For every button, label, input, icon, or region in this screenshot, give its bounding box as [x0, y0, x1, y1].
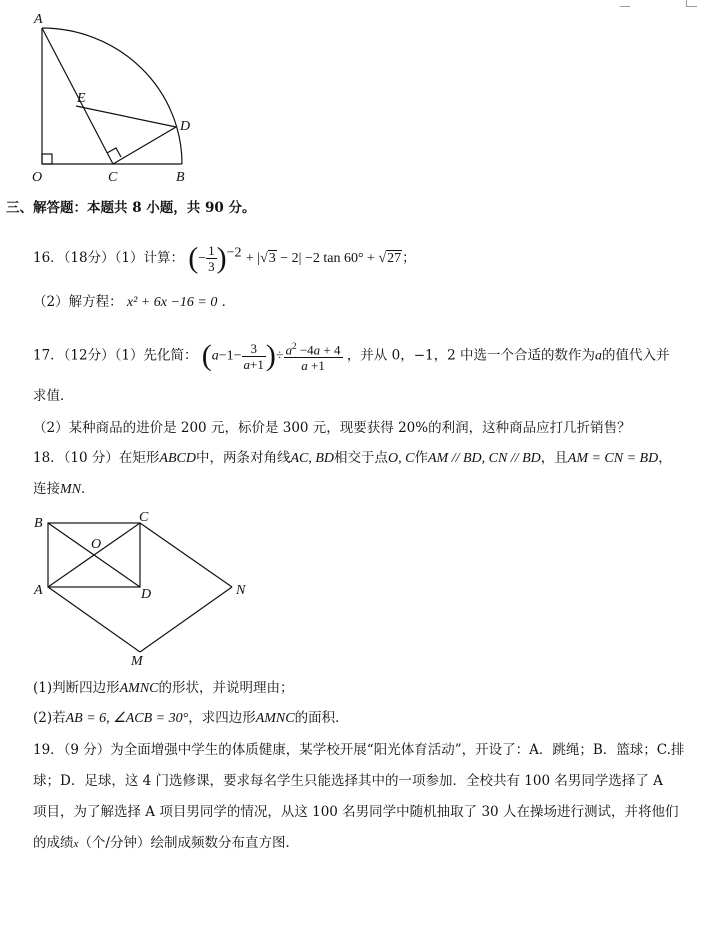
label-n: N [236, 583, 246, 598]
q18-part1: (1)判断四边形AMNC的形状，并说明理由； [33, 680, 294, 696]
q16-line1: 16．（18分）（1）计算： (− $\frac{1}{3}$ )$^{-2}$ + |√3 − 2| −2 tan 60° + √27； [33, 241, 416, 275]
q17-line1: 17．（12分）（1）先化简： (a−1− $\frac{3}{a+1}$ )÷ $\frac{a^2 -4a + 4}{a +1}$ ，并从 0，−1，2 中选一个合适的数作为a的值代入并 [33, 339, 670, 374]
label-o: O [32, 170, 43, 185]
right-angle-mark-o [42, 154, 52, 164]
q17-suffix: ，并从 0，−1，2 中选一个合适的数作为 [346, 347, 595, 364]
figure-rectangle [0, 505, 260, 685]
label-o: O [91, 537, 102, 552]
section-heading: 三、解答题：本题共 8 小题，共 90 分。 [6, 200, 256, 216]
q16-line2: （2）解方程： x² + 6x −16 = 0 ． [33, 294, 236, 310]
figure-quarter-circle [0, 0, 240, 190]
q16-equation: x² + 6x −16 = 0 [126, 295, 218, 310]
q19-line3: 项目，为了解选择 A 项目男同学的情况，从这 100 名男同学中随机抽取了 30 人在操场进行测试，并将他们 [33, 804, 679, 820]
segment-mn [140, 587, 232, 652]
q19-line4: 的成绩x（个/分钟）绘制成频数分布直方图． [33, 835, 299, 851]
label-c: C [108, 170, 118, 185]
label-m: M [131, 654, 143, 669]
q19-line1: 19．（9 分）为全面增强中学生的体质健康，某学校开展“阳光体育活动”，开设了：A．跳绳；B．篮球；C.排 [33, 742, 685, 758]
q18-part2: (2)若AB = 6, ∠ACB = 30°，求四边形AMNC的面积． [33, 710, 349, 726]
label-a: A [34, 583, 43, 598]
label-b: B [176, 170, 185, 185]
page-corner-mark-right [686, 0, 697, 7]
q18-line2: 连接MN． [33, 481, 95, 497]
label-b: B [34, 516, 43, 531]
segment-ed [76, 106, 176, 127]
q16-part2-prefix: （2）解方程： [33, 294, 123, 310]
segment-cn [140, 523, 232, 587]
label-d: D [180, 119, 191, 134]
label-e: E [77, 91, 86, 106]
q19-line2: 球；D．足球，这 4 门选修课，要求每名学生只能选择其中的一项参加．全校共有 100 名男同学选择了 A [33, 773, 663, 789]
q18-line1: 18．（10 分）在矩形ABCD中，两条对角线AC, BD相交于点O, C作AM // BD, CN // BD，且AM = CN = BD， [33, 450, 672, 466]
q17-prefix: 17．（12分）（1）先化简： [33, 347, 198, 364]
segment-cd [113, 127, 176, 164]
label-d: D [141, 587, 152, 602]
label-c: C [139, 510, 149, 525]
label-a: A [34, 12, 43, 27]
q17-line2: 求值． [33, 388, 74, 404]
page-corner-mark-left [620, 0, 630, 7]
segment-am [48, 587, 140, 652]
q16-prefix: 16．（18分）（1）计算： [33, 250, 184, 266]
q17-part2: （2）某种商品的进价是 200 元，标价是 300 元，现要获得 20%的利润，这种商品应打几折销售？ [33, 420, 631, 436]
arc-ab [42, 28, 182, 164]
